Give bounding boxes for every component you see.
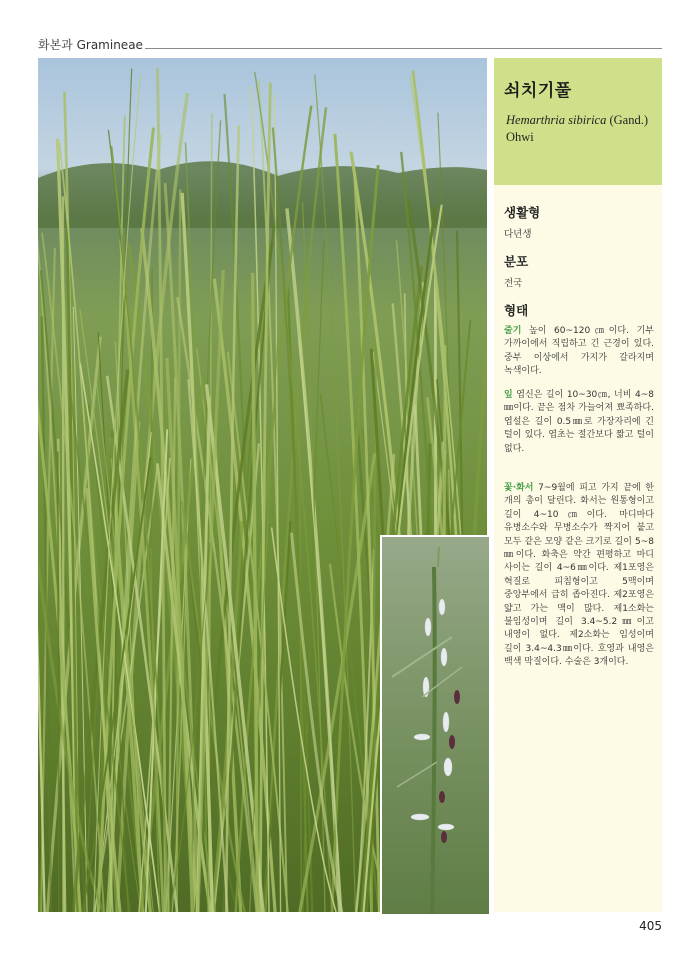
korean-species-name: 쇠치기풀 [504,81,572,101]
flower-paragraph [504,482,654,670]
stem-paragraph [504,325,654,379]
distribution-text: 전국 [504,278,523,289]
species-info-panel [494,185,662,912]
leaf-paragraph [504,389,654,456]
life-form-heading: 생활형 [504,205,541,220]
stem-text: 높이 60~120㎝이다. 기부 가까이에서 직립하고 긴 근경이 있다. 중부 이상에서 가지가 갈라지며 녹색이다. [504,326,654,377]
section-header-label: 화본과 Gramineae [38,38,143,52]
header-rule [145,48,662,49]
species-title-box [494,58,662,185]
distribution-heading: 분포 [504,254,529,269]
stem-label: 줄기 [504,326,522,336]
morphology-heading: 형태 [504,303,529,318]
scientific-name [506,112,656,146]
inflorescence-closeup-photo [380,535,489,914]
scientific-binomial: Hemarthria sibirica [506,113,607,127]
life-form-text: 다년생 [504,229,532,240]
flower-text: 7~9월에 피고 가지 끝에 한 개의 총이 달린다. 화서는 원통형이고 길이 4~10㎝이다. 마디마다 유병소수와 무병소수가 짝지어 붙고 모두 같은 모양 같은 크기로 길이 5~8㎜이다. 화축은 약간 편평하고 마디 사이는 길이 4~6㎜이다. 제1포영은 혁질로 피침형이고 5맥이며 중앙부에서 급히 좁아진다. 제2포영은 얇고 가는 맥이 많다. 제1소화는 불임성이며 길이 3.4~5.2㎜이고 내영이 없다. 제2소화는 임성이며 길이 3.4~4.3㎜이다. 호영과 내영은 백색 막질이다. 수술은 3개이다. [504,483,654,668]
flower-label: 꽃·화서 [504,483,534,493]
leaf-label: 잎 [504,390,513,400]
scientific-author: (Gand.) Ohwi [506,113,649,144]
page-number: 405 [639,919,662,933]
leaf-text: 엽신은 길이 10~30㎝, 너비 4~8㎜이다. 끝은 점차 가늘어져 뾰족하다. 엽설은 길이 0.5㎜로 가장자리에 긴 털이 있다. 엽초는 절간보다 짧고 털이 없다. [504,390,654,454]
